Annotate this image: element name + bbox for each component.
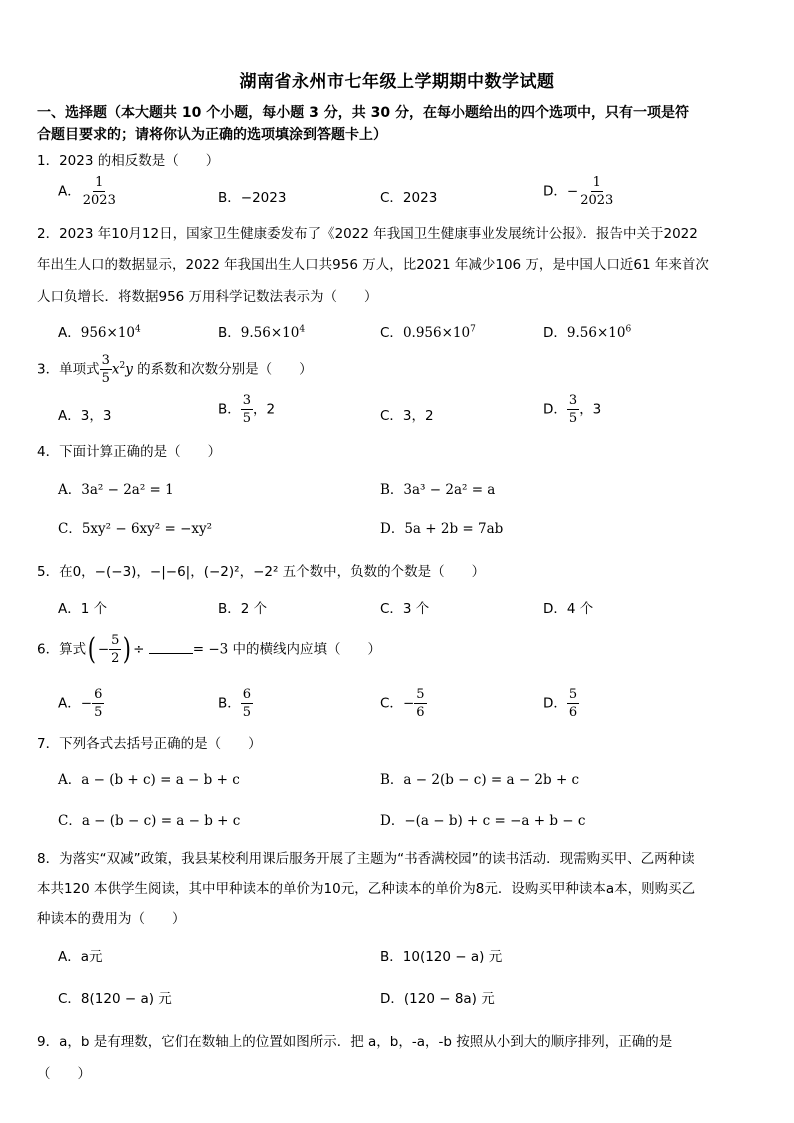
q8-option-b: B．10(120 − a) 元: [380, 949, 503, 965]
q1-option-b: B．−2023: [218, 190, 287, 206]
q3-option-d: D． $\frac{3}{5}$ ，3: [543, 393, 602, 426]
q1-option-d: D．− $\frac{1}{2023}$: [543, 175, 614, 208]
q3-option-b: B． $\frac{3}{5}$ ，2: [218, 393, 276, 426]
q4-option-b: B．3a³ − 2a² = a: [380, 482, 496, 498]
q2-option-d: D．$9.56\times 10^6$: [543, 324, 632, 341]
q1-option-a: A． $\frac{1}{2023}$: [58, 175, 116, 208]
q6-option-c: C．− $\frac{5}{6}$: [380, 687, 425, 720]
q5-option-a: A．1 个: [58, 601, 108, 617]
q2-stem-line1: 2．2023 年10月12日，国家卫生健康委发布了《2022 年我国卫生健康事业发展统计公报》．报告中关于2022: [37, 226, 698, 242]
q6-option-b: B． $\frac{6}{5}$: [218, 687, 252, 720]
q2-option-a: A．$956\times 10^4$: [58, 324, 141, 341]
q4-option-d: D．5a + 2b = 7ab: [380, 521, 504, 537]
q4-stem: 4．下面计算正确的是（ ）: [37, 444, 222, 460]
q5-stem: 5．在0，−(−3)，−|−6|，(−2)²，−2² 五个数中，负数的个数是（ ）: [37, 564, 486, 580]
q2-stem-line2: 年出生人口的数据显示，2022 年我国出生人口共956 万人，比2021 年减少106 万，是中国人口近61 年来首次: [37, 257, 709, 273]
q3-option-c: C．3，2: [380, 408, 434, 424]
q1-option-c: C．2023: [380, 190, 438, 206]
q8-stem-line3: 种读本的费用为（ ）: [37, 911, 186, 927]
q3-stem: 3．单项式 $\frac{3}{5}$ $x^2y$ 的系数和次数分别是（ ）: [37, 353, 313, 386]
q1-stem: 1．2023 的相反数是（ ）: [37, 153, 220, 169]
q7-option-a: A．a − (b + c) = a − b + c: [58, 772, 240, 788]
q7-option-b: B．a − 2(b − c) = a − 2b + c: [380, 772, 580, 788]
q3-option-a: A．3，3: [58, 408, 112, 424]
q2-option-c: C．$0.956\times 10^7$: [380, 324, 476, 341]
section-heading-line2: 合题目要求的；请将你认为正确的选项填涂到答题卡上）: [37, 127, 387, 143]
q8-option-a: A．a元: [58, 949, 103, 965]
q9-stem-line2: （ ）: [37, 1066, 91, 1082]
q6-answer-blank: [149, 643, 193, 654]
q5-option-d: D．4 个: [543, 601, 594, 617]
q7-stem: 7．下列各式去括号正确的是（ ）: [37, 736, 262, 752]
q7-option-d: D．−(a − b) + c = −a + b − c: [380, 813, 586, 829]
section-heading-line1: 一、选择题（本大题共 10 个小题，每小题 3 分，共 30 分，在每小题给出的四个选项中，只有一项是符: [37, 105, 689, 121]
q8-stem-line1: 8．为落实“双减”政策，我县某校利用课后服务开展了主题为“书香满校园”的读书活动．现需购买甲、乙两种读: [37, 851, 695, 867]
q4-option-c: C．5xy² − 6xy² = −xy²: [58, 521, 213, 537]
q9-stem-line1: 9．a，b 是有理数，它们在数轴上的位置如图所示．把 a，b，-a，-b 按照从小到大的顺序排列，正确的是: [37, 1034, 673, 1050]
q4-option-a: A．3a² − 2a² = 1: [58, 482, 174, 498]
q8-stem-line2: 本共120 本供学生阅读，其中甲种读本的单价为10元，乙种读本的单价为8元．设购买甲种读本a本，则购买乙: [37, 881, 696, 897]
q2-stem-line3: 人口负增长．将数据956 万用科学记数法表示为（ ）: [37, 289, 378, 305]
q6-option-a: A．− $\frac{6}{5}$: [58, 687, 103, 720]
page-title: 湖南省永州市七年级上学期期中数学试题: [239, 72, 555, 92]
q2-option-b: B．$9.56\times 10^4$: [218, 324, 306, 341]
q8-option-d: D．(120 − 8a) 元: [380, 991, 495, 1007]
q5-option-c: C．3 个: [380, 601, 430, 617]
q5-option-b: B．2 个: [218, 601, 268, 617]
q7-option-c: C．a − (b − c) = a − b + c: [58, 813, 241, 829]
q6-option-d: D． $\frac{5}{6}$: [543, 687, 578, 720]
q6-stem: 6．算式( − $\frac{5}{2}$ ) ÷ = −3 中的横线内应填（ ）: [37, 631, 382, 667]
q8-option-c: C．8(120 − a) 元: [58, 991, 172, 1007]
